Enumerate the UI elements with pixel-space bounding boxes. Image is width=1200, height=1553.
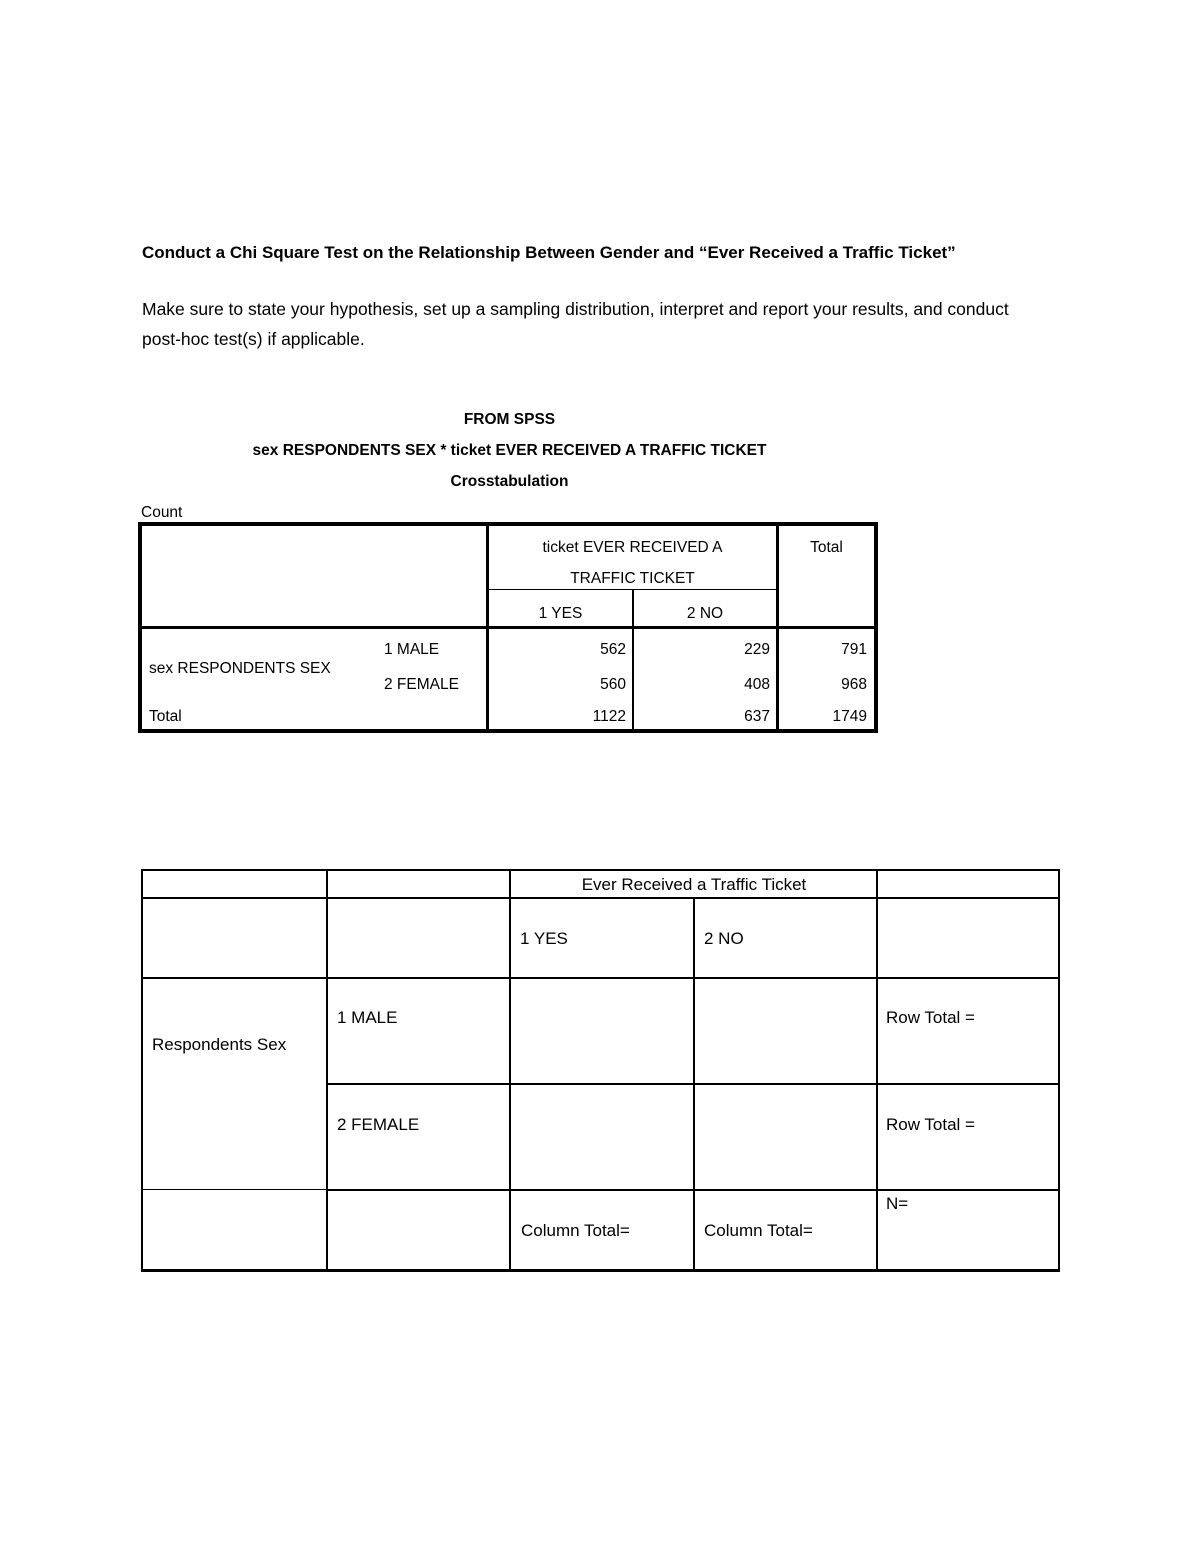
row-group-label: sex RESPONDENTS SEX: [149, 660, 331, 677]
table-rule: [141, 1189, 327, 1190]
crosstab-subtitle: Crosstabulation: [450, 473, 569, 490]
cell-total-total: 1749: [832, 708, 867, 725]
spss-crosstab-table: [138, 522, 878, 733]
cell-male-no: 229: [744, 641, 770, 658]
row-label-total: Total: [149, 708, 182, 725]
cell-female-total: 968: [841, 676, 867, 693]
table-rule: [489, 589, 776, 590]
table-rule: [509, 869, 511, 1272]
column-group-label: ticket EVER RECEIVED A: [542, 539, 723, 556]
row-label-male: 1 MALE: [384, 641, 440, 658]
table-rule: [141, 869, 1060, 871]
spss-source-label: FROM SPSS: [463, 411, 556, 428]
column-header-yes: 1 YES: [520, 929, 568, 948]
crosstab-title: sex RESPONDENTS SEX * ticket EVER RECEIVED A TRAFFIC TICKET: [252, 442, 767, 459]
table-rule: [141, 869, 143, 1272]
column-header-yes: 1 YES: [538, 605, 583, 622]
assignment-heading: Conduct a Chi Square Test on the Relationship Between Gender and “Ever Received a Traffic Ticket”: [142, 243, 956, 262]
column-total-yes: Column Total=: [521, 1221, 630, 1240]
assignment-instructions: Make sure to state your hypothesis, set up a sampling distribution, interpret and report your results, and conduct post-hoc test(s) if applicable.: [142, 299, 1009, 349]
table-rule: [876, 869, 878, 1272]
count-label: Count: [141, 504, 183, 521]
table-rule: [138, 626, 878, 629]
row-total-male: Row Total =: [886, 1008, 975, 1027]
column-header-total: Total: [810, 539, 843, 556]
table-rule: [693, 897, 695, 1272]
table-rule: [141, 897, 1060, 899]
table-rule: [1058, 869, 1060, 1272]
cell-total-no: 637: [744, 708, 770, 725]
row-label-male: 1 MALE: [337, 1008, 398, 1027]
table-rule: [141, 977, 1060, 979]
cell-male-total: 791: [841, 641, 867, 658]
n-total: N=: [886, 1194, 909, 1213]
column-group-label: TRAFFIC TICKET: [570, 570, 695, 587]
row-label-female: 2 FEMALE: [384, 676, 459, 693]
column-group-label: Ever Received a Traffic Ticket: [581, 875, 807, 894]
cell-female-yes: 560: [600, 676, 626, 693]
row-label-female: 2 FEMALE: [337, 1115, 420, 1134]
table-border: [138, 522, 878, 526]
cell-female-no: 408: [744, 676, 770, 693]
column-total-no: Column Total=: [704, 1221, 813, 1240]
column-header-no: 2 NO: [704, 929, 744, 948]
row-group-label: Respondents Sex: [152, 1035, 287, 1054]
column-header-no: 2 NO: [686, 605, 724, 622]
cell-male-yes: 562: [600, 641, 626, 658]
cell-total-yes: 1122: [592, 708, 626, 725]
table-border: [138, 729, 878, 733]
table-rule: [141, 1269, 1060, 1272]
table-rule: [326, 869, 328, 1272]
worksheet-table: [141, 869, 1060, 1272]
row-total-female: Row Total =: [886, 1115, 975, 1134]
